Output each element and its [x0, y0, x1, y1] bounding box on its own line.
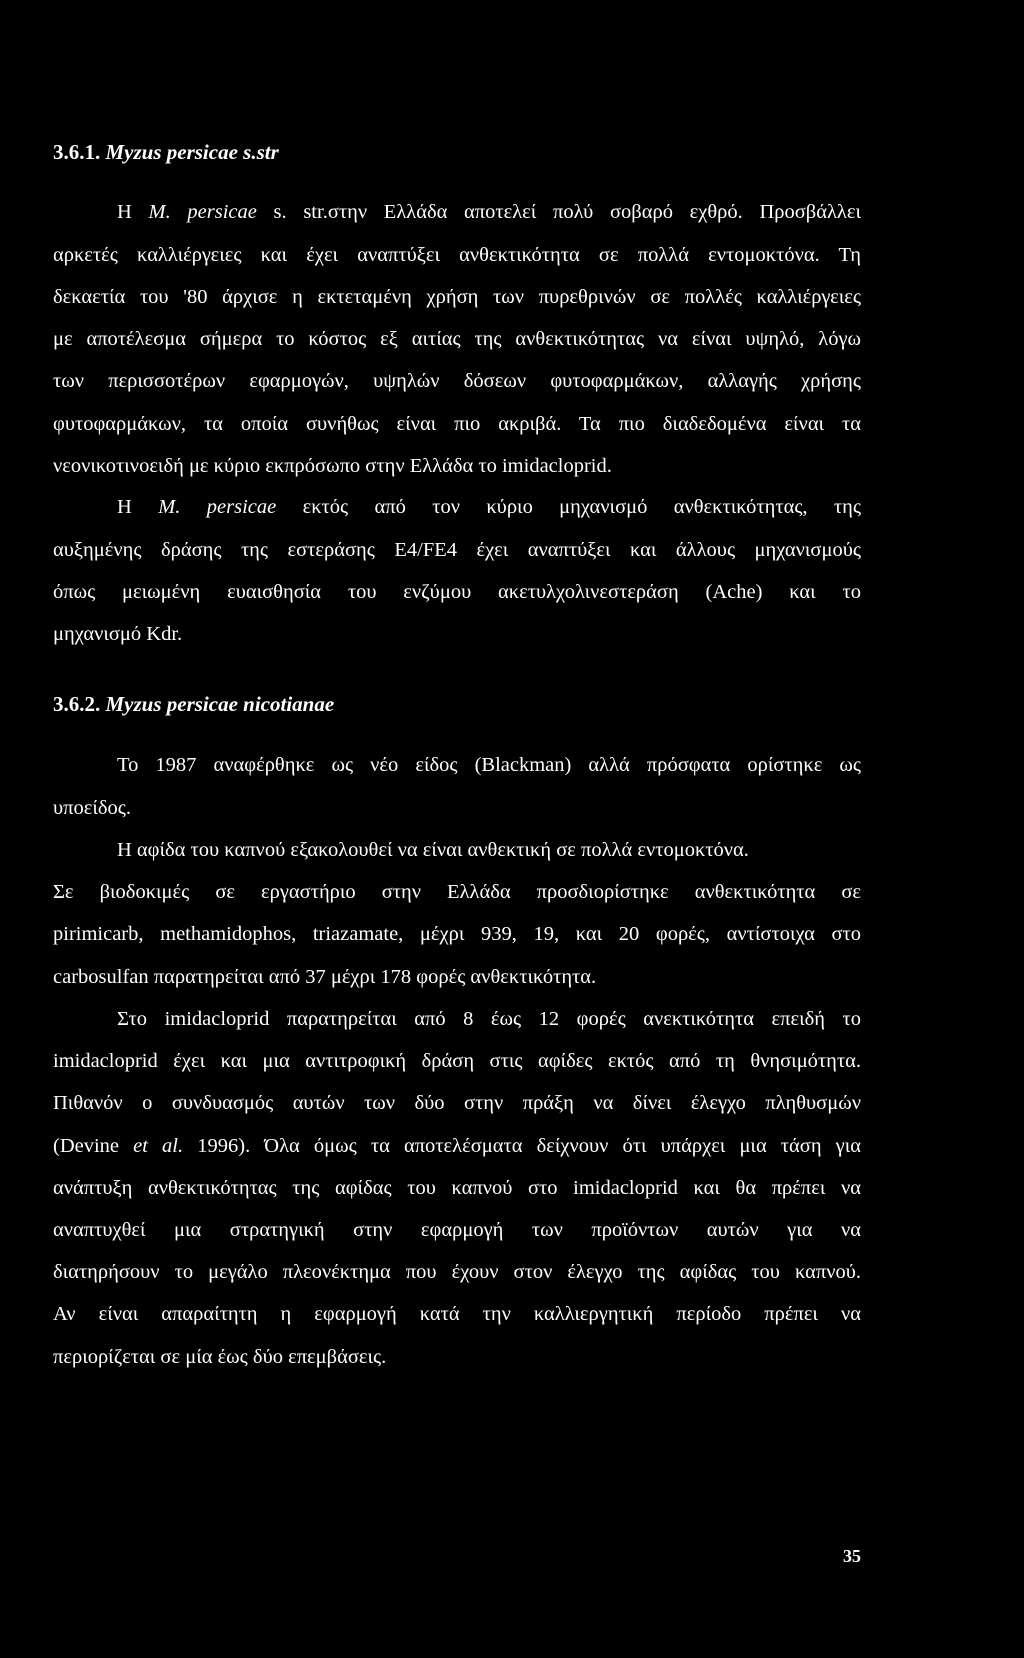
section-heading-3-6-2 [53, 692, 334, 717]
text-line [117, 200, 861, 224]
text-span: s. str.στην Ελλάδα αποτελεί πολύ σοβαρό εχθρό. Προσβάλλει [256, 201, 861, 223]
text-line: Σε βιοδοκιμές σε εργαστήριο στην Ελλάδα προσδιορίστηκε ανθεκτικότητα σε [53, 881, 861, 903]
section-number: 3.6.1. [53, 140, 101, 164]
section-title: Myzus persicae s.str [105, 140, 279, 164]
text-line: pirimicarb, methamidophos, triazamate, μέχρι 939, 19, και 20 φορές, αντίστοιχα στο [53, 923, 861, 945]
text-line: αρκετές καλλιέργειες και έχει αναπτύξει ανθεκτικότητα σε πολλά εντομοκτόνα. Τη [53, 244, 861, 266]
text-line: με αποτέλεσμα σήμερα το κόστος εξ αιτίας της ανθεκτικότητας να είναι υψηλό, λόγω [53, 328, 861, 350]
text-line: δεκαετία του '80 άρχισε η εκτεταμένη χρήση των πυρεθρινών σε πολλές καλλιέργειες [53, 286, 861, 308]
text-line: νεονικοτινοειδή με κύριο εκπρόσωπο στην Ελλάδα το imidacloprid. [53, 455, 612, 477]
citation-etal: et al. [133, 1135, 184, 1157]
text-line: imidacloprid έχει και μια αντιτροφική δράση στις αφίδες εκτός από τη θνησιμότητα. [53, 1050, 861, 1072]
text-line: αναπτυχθεί μια στρατηγική στην εφαρμογή των προϊόντων αυτών για να [53, 1219, 861, 1241]
text-span: (Devine [53, 1135, 134, 1157]
text-line: διατηρήσουν το μεγάλο πλεονέκτημα που έχουν στον έλεγχο της αφίδας του καπνού. [53, 1261, 861, 1283]
text-span: Η [117, 496, 159, 518]
text-span: Η [117, 201, 149, 223]
species-name: M. persicae [148, 201, 257, 223]
text-line: ανάπτυξη ανθεκτικότητας της αφίδας του καπνού στο imidacloprid και θα πρέπει να [53, 1177, 861, 1199]
text-line: μηχανισμό Kdr. [53, 623, 183, 645]
text-line: Το 1987 αναφέρθηκε ως νέο είδος (Blackman) αλλά πρόσφατα ορίστηκε ως [117, 754, 861, 776]
text-line: αυξημένης δράσης της εστεράσης E4/FE4 έχει αναπτύξει και άλλους μηχανισμούς [53, 539, 861, 561]
text-line: όπως μειωμένη ευαισθησία του ενζύμου ακετυλχολινεστεράση (Ache) και το [53, 581, 861, 603]
section-heading-3-6-1 [53, 140, 279, 165]
text-span: 1996). Όλα όμως τα αποτελέσματα δείχνουν ότι υπάρχει μια τάση για [183, 1135, 861, 1157]
text-line: φυτοφαρμάκων, τα οποία συνήθως είναι πιο ακριβά. Τα πιο διαδεδομένα είναι τα [53, 413, 861, 435]
text-span: εκτός από τον κύριο μηχανισμό ανθεκτικότητας, της [276, 496, 862, 518]
section-number: 3.6.2. [53, 692, 101, 716]
page-number: 35 [843, 1546, 861, 1566]
species-name: M. persicae [158, 496, 277, 518]
text-line: carbosulfan παρατηρείται από 37 μέχρι 178 φορές ανθεκτικότητα. [53, 966, 597, 988]
text-line: περιορίζεται σε μία έως δύο επεμβάσεις. [53, 1346, 387, 1368]
text-line: των περισσοτέρων εφαρμογών, υψηλών δόσεων φυτοφαρμάκων, αλλαγής χρήσης [53, 370, 861, 392]
text-line [117, 495, 861, 519]
text-line: Στο imidacloprid παρατηρείται από 8 έως 12 φορές ανεκτικότητα επειδή το [117, 1008, 861, 1030]
text-line: Η αφίδα του καπνού εξακολουθεί να είναι ανθεκτική σε πολλά εντομοκτόνα. [117, 839, 749, 861]
text-line: Αν είναι απαραίτητη η εφαρμογή κατά την καλλιεργητική περίοδο πρέπει να [53, 1303, 861, 1325]
section-title: Myzus persicae nicotianae [105, 692, 335, 716]
text-line [53, 1134, 861, 1158]
text-line: υποείδος. [53, 797, 132, 819]
text-line: Πιθανόν ο συνδυασμός αυτών των δύο στην πράξη να δίνει έλεγχο πληθυσμών [53, 1092, 861, 1114]
